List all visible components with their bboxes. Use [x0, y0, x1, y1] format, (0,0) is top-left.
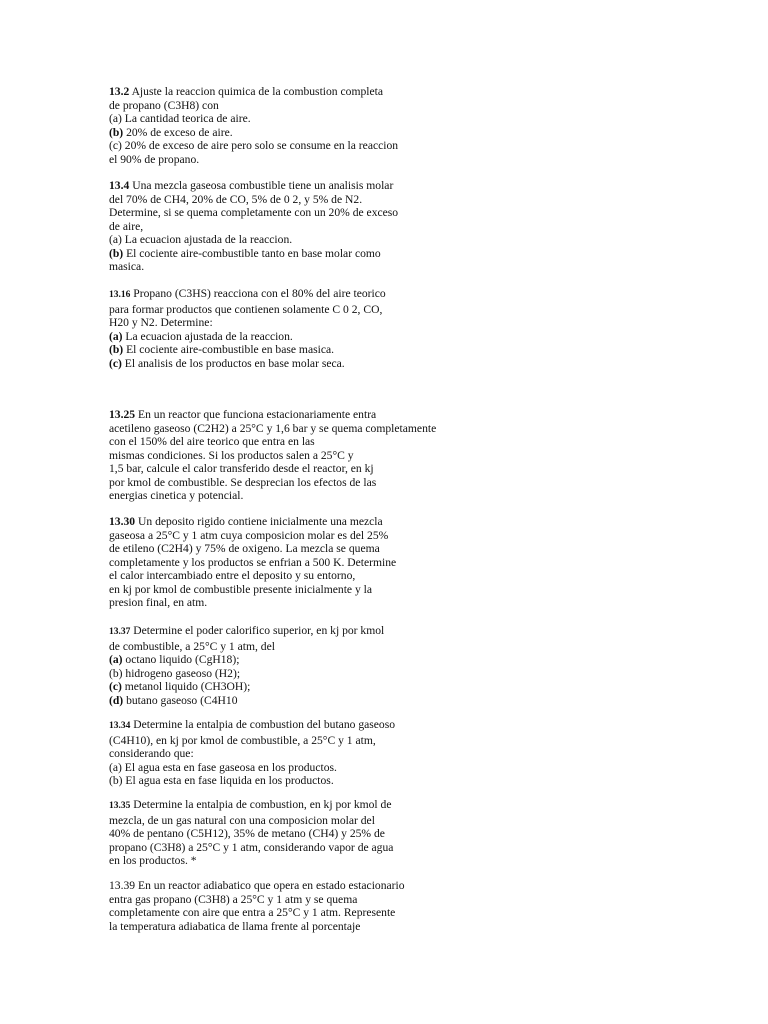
problem-text: H20 y N2. Determine: [109, 316, 213, 329]
problem-line [109, 85, 489, 99]
problem-line [109, 126, 489, 140]
problem-text: La ecuacion ajustada de la reaccion. [122, 329, 293, 343]
problem-text: gaseosa a 25°C y 1 atm cuya composicion molar es del 25% [109, 528, 389, 542]
problem-line [109, 343, 489, 357]
problem-text: propano (C3H8) a 25°C y 1 atm, considerando vapor de agua [109, 840, 394, 854]
problem-line [109, 827, 489, 841]
problem-line [109, 233, 489, 247]
problem-text: mismas condiciones. Si los productos salen a 25°C y [109, 448, 354, 462]
problem-line [109, 179, 489, 193]
option-marker: (b) [109, 343, 124, 356]
problem-number: 13.35 [109, 801, 131, 811]
problem-line [109, 734, 489, 748]
problem-text: en kj por kmol de combustible presente inicialmente y la [109, 582, 373, 596]
problem-text: 1,5 bar, calcule el calor transferido desde el reactor, en kj [109, 462, 374, 475]
option-marker: (b) [109, 246, 124, 260]
option-marker: (d) [109, 693, 124, 707]
problem-text: considerando que: [109, 747, 194, 760]
problem-line [109, 206, 489, 220]
problem-line [109, 624, 489, 640]
problem-line [109, 476, 489, 490]
problem-text: el 90% de propano. [109, 152, 200, 166]
problem-text: Ajuste la reaccion quimica de la combustion completa [131, 85, 383, 98]
problem-number: 13.34 [109, 721, 131, 731]
problem-text: Propano (C3HS) reacciona con el 80% del aire teorico [133, 287, 386, 300]
problem-line [109, 529, 489, 543]
problem-line [109, 435, 489, 449]
problem-text: En un reactor que funciona estacionariamente entra [138, 408, 377, 421]
problem-line [109, 667, 489, 681]
problem-text: Determine, si se quema completamente con un 20% de exceso [109, 206, 399, 219]
problem-13-35 [109, 798, 489, 868]
problem-line [109, 260, 489, 274]
problem-text: el calor intercambiado entre el deposito y su entorno, [109, 569, 356, 582]
problem-text: En un reactor adiabatico que opera en estado estacionario [138, 879, 405, 892]
problem-line [109, 583, 489, 597]
problem-line [109, 542, 489, 556]
problem-line [109, 515, 489, 529]
problem-line [109, 220, 489, 234]
problem-text: octano liquido (CgH18); [122, 653, 240, 666]
problem-13-4 [109, 179, 489, 274]
problem-text: para formar productos que contienen solamente C 0 2, CO, [109, 302, 383, 316]
problem-text: (b) El agua esta en fase liquida en los productos. [109, 774, 334, 787]
problem-text: (b) hidrogeno gaseoso (H2); [109, 666, 241, 680]
option-marker: (c) [109, 356, 122, 370]
problem-line [109, 139, 489, 153]
problem-text: El cociente aire-combustible tanto en base molar como [123, 246, 381, 260]
problem-line [109, 879, 489, 893]
problem-line [109, 193, 489, 207]
problem-13-34 [109, 718, 489, 788]
problem-line [109, 247, 489, 261]
problem-text: 20% de exceso de aire. [123, 125, 233, 139]
problem-text: butano gaseoso (C4H10 [123, 693, 238, 707]
problem-line [109, 408, 489, 422]
problem-line [109, 774, 489, 788]
problem-line [109, 798, 489, 814]
problem-text: (a) La cantidad teorica de aire. [109, 112, 251, 125]
problem-line [109, 462, 489, 476]
problem-13-16 [109, 287, 489, 370]
problem-line [109, 556, 489, 570]
problem-text: energias cinetica y potencial. [109, 489, 244, 502]
problem-text: entra gas propano (C3H8) a 25°C y 1 atm y se quema [109, 892, 358, 906]
problem-line [109, 330, 489, 344]
problem-text: con el 150% del aire teorico que entra en las [109, 435, 315, 448]
option-marker: (c) [109, 680, 122, 693]
problem-text: masica. [109, 260, 145, 273]
problem-number: 13.25 [109, 408, 136, 421]
problem-line [109, 316, 489, 330]
problem-line [109, 640, 489, 654]
option-marker: (a) [109, 653, 123, 666]
problem-number: 13.2 [109, 85, 130, 98]
problem-line [109, 596, 489, 610]
problem-text: presion final, en atm. [109, 596, 208, 609]
problem-line [109, 489, 489, 503]
problem-line [109, 303, 489, 317]
problem-line [109, 694, 489, 708]
problem-number: 13.4 [109, 179, 130, 192]
problem-text: Determine el poder calorifico superior, en kj por kmol [133, 624, 385, 637]
problem-text: acetileno gaseoso (C2H2) a 25°C y 1,6 bar y se quema completamente [109, 421, 437, 435]
problem-text: la temperatura adiabatica de llama frente al porcentaje [109, 919, 361, 933]
problem-number: 13.16 [109, 290, 131, 300]
problem-text: de etileno (C2H4) y 75% de oxigeno. La mezcla se quema [109, 542, 380, 555]
problem-line [109, 357, 489, 371]
problem-text: en los productos. * [109, 854, 197, 867]
problem-line [109, 422, 489, 436]
problem-text: de combustible, a 25°C y 1 atm, del [109, 639, 275, 653]
problem-line [109, 680, 489, 694]
problem-line [109, 112, 489, 126]
problem-text: Una mezcla gaseosa combustible tiene un analisis molar [132, 179, 394, 192]
option-marker: (a) [109, 329, 123, 343]
problem-text: de aire, [109, 219, 144, 233]
problem-text: completamente con aire que entra a 25°C y 1 atm. Represente [109, 906, 396, 919]
problem-text: Determine la entalpia de combustion del butano gaseoso [133, 718, 396, 731]
problem-text: El analisis de los productos en base molar seca. [121, 356, 345, 370]
problem-13-2 [109, 85, 489, 166]
problem-text: metanol liquido (CH3OH); [121, 680, 251, 693]
problem-text: Determine la entalpia de combustion, en kj por kmol de [133, 798, 392, 811]
problem-text: de propano (C3H8) con [109, 98, 219, 112]
problem-13-37 [109, 624, 489, 707]
problem-number: 13.30 [109, 515, 136, 528]
problem-text: Un deposito rigido contiene inicialmente una mezcla [138, 515, 383, 528]
option-marker: (b) [109, 125, 124, 139]
problem-line [109, 653, 489, 667]
problem-line [109, 569, 489, 583]
problem-text: (a) La ecuacion ajustada de la reaccion. [109, 233, 293, 246]
problem-text: (a) El agua esta en fase gaseosa en los productos. [109, 760, 337, 774]
problem-line [109, 449, 489, 463]
problem-number: 13.37 [109, 627, 131, 637]
problem-line [109, 747, 489, 761]
problem-text: (C4H10), en kj por kmol de combustible, a 25°C y 1 atm, [109, 733, 376, 747]
problem-13-25 [109, 408, 489, 503]
problem-line [109, 893, 489, 907]
problem-text: del 70% de CH4, 20% de CO, 5% de 0 2, y 5% de N2. [109, 192, 363, 206]
problem-line [109, 841, 489, 855]
problem-text: El cociente aire-combustible en base masica. [123, 343, 335, 356]
problem-13-39 [109, 879, 489, 933]
problem-line [109, 761, 489, 775]
problem-line [109, 287, 489, 303]
problem-13-30 [109, 515, 489, 610]
problem-line [109, 920, 489, 934]
problem-line [109, 814, 489, 828]
problem-text: (c) 20% de exceso de aire pero solo se consume en la reaccion [109, 139, 399, 152]
problem-text: 40% de pentano (C5H12), 35% de metano (CH4) y 25% de [109, 827, 385, 840]
problem-text: completamente y los productos se enfrian a 500 K. Determine [109, 555, 397, 569]
problem-line [109, 153, 489, 167]
problem-line [109, 854, 489, 868]
problem-line [109, 906, 489, 920]
problem-line [109, 718, 489, 734]
problem-text: por kmol de combustible. Se desprecian los efectos de las [109, 475, 377, 489]
problem-number: 13.39 [109, 879, 136, 892]
problem-text: mezcla, de un gas natural con una composicion molar del [109, 813, 375, 827]
problem-line [109, 99, 489, 113]
